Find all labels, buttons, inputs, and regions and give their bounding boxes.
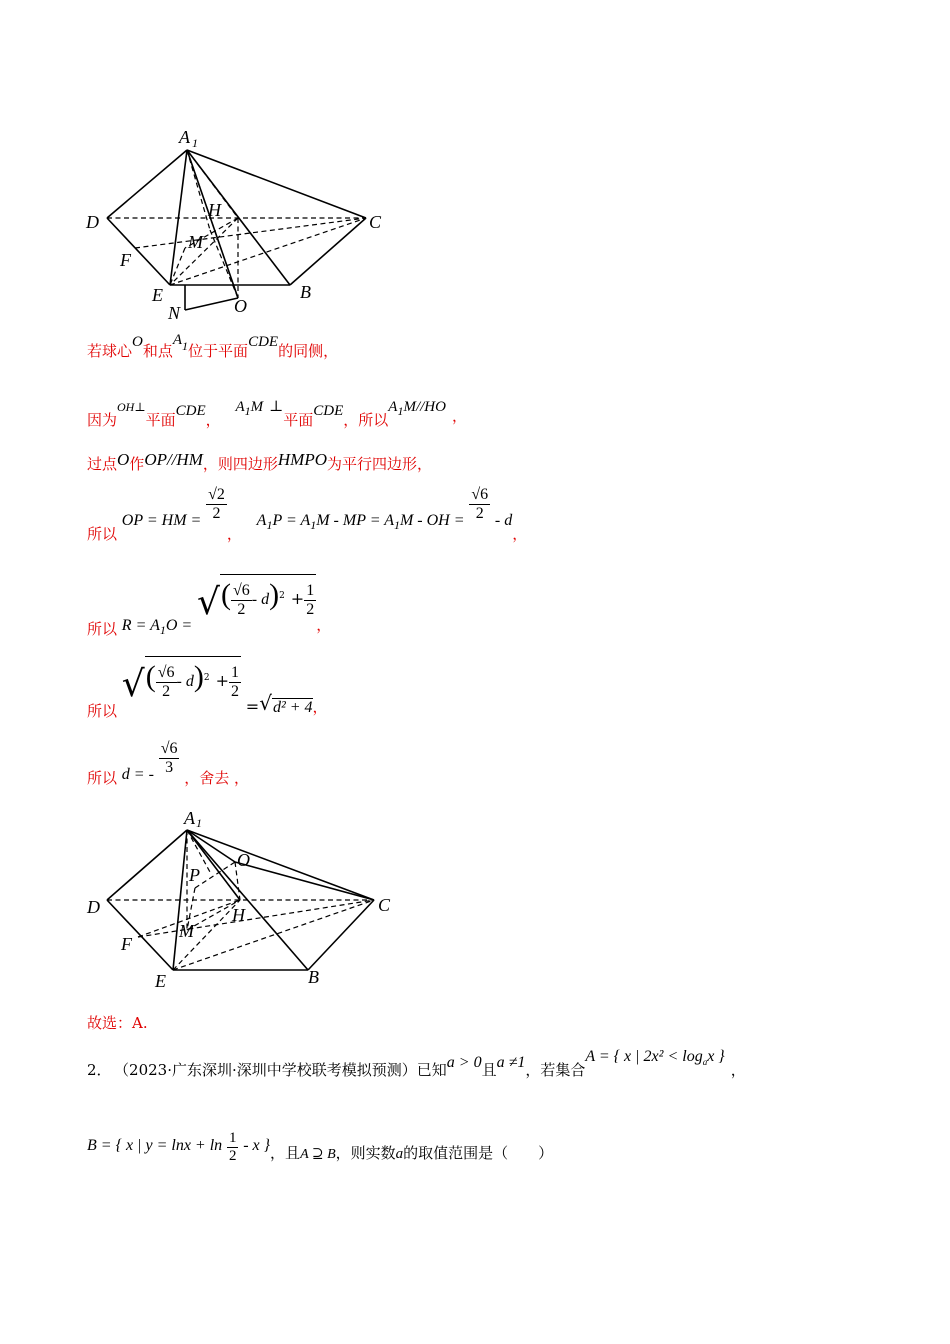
- svg-text:A: A: [184, 808, 195, 828]
- label-A1: A: [179, 127, 190, 147]
- svg-text:1: 1: [192, 136, 198, 150]
- svg-text:N: N: [168, 303, 181, 323]
- geometry-figure-1: [80, 120, 420, 325]
- svg-text:E: E: [152, 285, 163, 305]
- svg-text:O: O: [237, 850, 250, 870]
- svg-text:D: D: [87, 897, 100, 917]
- svg-text:B: B: [300, 282, 311, 302]
- answer-line: 故选：A.: [87, 1014, 148, 1032]
- solution-line-5: 所以 $R = A_1O$ = √( $\frac{√6}{2}$ - d)$^2$ + $\frac{1}{2}$ ，: [87, 572, 331, 619]
- question-2-line-1: 2． （2023·广东深圳·深圳中学校联考模拟预测）已知a > 0且a ≠1，若集合A = { x | $2x^2 < \log_ax$ }，: [87, 1048, 746, 1079]
- svg-text:H: H: [208, 200, 221, 220]
- geometry-figure-2: [80, 800, 410, 995]
- svg-text:F: F: [120, 250, 131, 270]
- svg-text:C: C: [378, 895, 391, 915]
- svg-text:D: D: [86, 212, 99, 232]
- solution-line-7: 所以 d = - $\frac{√6}{3}$ ，舍去 ，: [87, 740, 250, 787]
- svg-text:B: B: [308, 967, 319, 987]
- question-2-line-2: B = { x | y = lnx + ln $\frac{1}{2}$ - x }，且A ⊇ B，则实数a的取值范围是（ ）: [87, 1130, 554, 1164]
- svg-text:1: 1: [196, 816, 202, 830]
- solution-line-2: 因为OH⊥平面CDE， $A_1M$ ⊥平面CDE，所以$A_1M//HO$ ，: [87, 397, 467, 429]
- svg-text:M: M: [188, 232, 203, 252]
- svg-text:H: H: [232, 905, 245, 925]
- svg-text:P: P: [189, 865, 200, 885]
- solution-line-4: 所以 OP = HM = $\frac{√2}{2}$ ， $A_1P = A_1M$ - MP = $A_1M$ - OH = $\frac{√6}{2}$ - d，: [87, 486, 528, 543]
- solution-line-6: 所以 √( $\frac{√6}{2}$ - d)$^2$ + $\frac{1}{2}$ =√d² + 4，: [87, 654, 328, 701]
- svg-text:F: F: [121, 934, 132, 954]
- svg-text:C: C: [369, 212, 382, 232]
- svg-text:O: O: [234, 296, 247, 316]
- solution-line-3: 过点O作OP//HM，则四边形HMPO为平行四边形，: [87, 450, 432, 473]
- svg-text:E: E: [155, 971, 166, 991]
- svg-text:M: M: [179, 921, 194, 941]
- solution-line-1: 若球心O和点$A_1$位于平面CDE的同侧，: [87, 332, 339, 360]
